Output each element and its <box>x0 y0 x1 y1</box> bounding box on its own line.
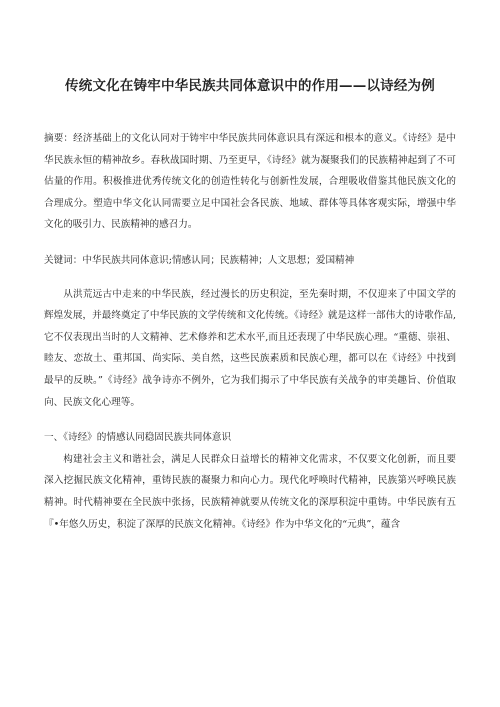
keywords-line: 关键词：中华民族共同体意识;情感认同；民族精神；人文思想；爱国精神 <box>44 254 355 266</box>
section-1-heading: 一、《诗经》的情感认同稳固民族共同体意识 <box>44 432 232 444</box>
intro-paragraph: 从洪荒远古中走来的中华民族，经过漫长的历史积淀，至先秦时期，不仅迎来了中国文学的辉煌发展，并最终奠定了中华民族的文学传统和文化传统。《诗经》就是这样一部伟大的诗歌作品,它不仅表现出当时的人文精神、艺术修养和艺术水平,而且还表现了中华民族心理。“重德、崇祖、睦友、恋故土、重邦国、尚实际、美自然，这些民族素质和民族心理，都可以在《诗经》中找到最早的反映。”《诗经》战争诗亦不例外，它为我们揭示了中华民族有关战争的审美趣旨、价值取向、民族文化心理等。 <box>44 288 456 408</box>
abstract-paragraph: 摘要：经济基础上的文化认同对于铸牢中华民族共同体意识具有深远和根本的意义。《诗经》是中华民族永恒的精神故乡。春秋战国时期、乃至更早，《诗经》就为凝聚我们的民族精神起到了不可估量的作用。积极推进优秀传统文化的创造性转化与创新性发展，合理吸收借鉴其他民族文化的合理成分。塑造中华文化认同需要立足中国社会各民族、地域、群体等具体客观实际，增强中华文化的吸引力、民族精神的感召力。 <box>44 133 456 231</box>
section-1-paragraph: 构建社会主义和谐社会，满足人民群众日益增长的精神文化需求，不仅要文化创新，而且要深入挖掘民族文化精神，重铸民族的凝聚力和向心力。现代化呼唤时代精神，民族第兴呼唤民族精神。时代精神要在全民族中张扬，民族精神就要从传统文化的深厚积淀中重铸。中华民族有五『•年悠久历史，积淀了深厚的民族文化精神。《诗经》作为中华文化的“元典”，蕴含 <box>44 453 456 530</box>
document-title: 传统文化在铸牢中华民族共同体意识中的作用——以诗经为例 <box>65 78 435 94</box>
